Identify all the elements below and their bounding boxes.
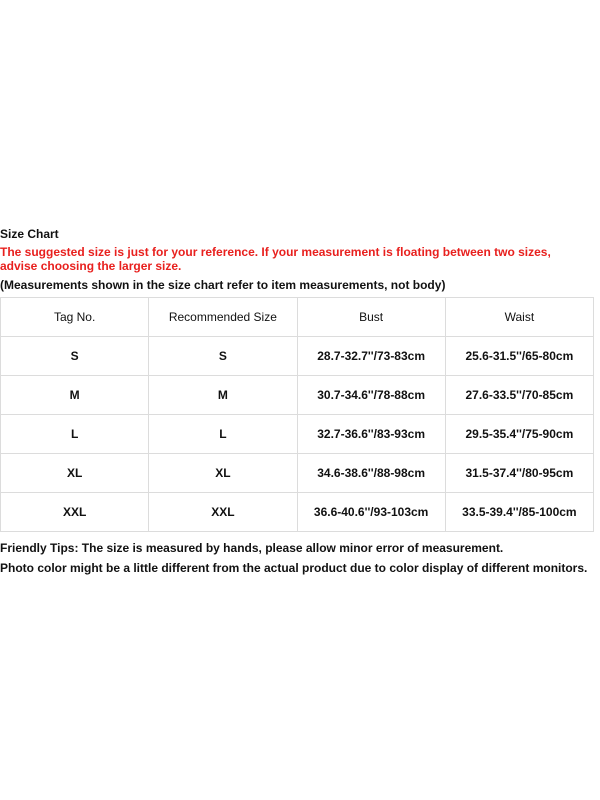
cell-bust: 36.6-40.6''/93-103cm — [297, 493, 445, 532]
cell-bust: 34.6-38.6''/88-98cm — [297, 454, 445, 493]
table-header-row — [1, 298, 594, 337]
cell-waist: 33.5-39.4''/85-100cm — [445, 493, 593, 532]
cell-recommended: M — [149, 376, 297, 415]
cell-recommended: XL — [149, 454, 297, 493]
cell-recommended: XXL — [149, 493, 297, 532]
header-bust: Bust — [297, 298, 445, 337]
size-chart-title: Size Chart — [0, 227, 59, 241]
cell-bust: 28.7-32.7''/73-83cm — [297, 337, 445, 376]
table-row — [1, 454, 594, 493]
cell-recommended: S — [149, 337, 297, 376]
cell-waist: 29.5-35.4''/75-90cm — [445, 415, 593, 454]
cell-waist: 25.6-31.5''/65-80cm — [445, 337, 593, 376]
cell-bust: 32.7-36.6''/83-93cm — [297, 415, 445, 454]
size-chart-document — [0, 227, 600, 578]
friendly-tips — [0, 538, 600, 578]
tip-color: Photo color might be a little different from the actual product due to color display of different monitors. — [0, 561, 588, 575]
size-advice-warning: The suggested size is just for your reference. If your measurement is floating between two sizes, advise choosing the larger size. — [0, 245, 551, 273]
table-row — [1, 337, 594, 376]
header-recommended-size: Recommended Size — [149, 298, 297, 337]
header-tag-no: Tag No. — [1, 298, 149, 337]
cell-tag: L — [1, 415, 149, 454]
cell-tag: XL — [1, 454, 149, 493]
cell-waist: 27.6-33.5''/70-85cm — [445, 376, 593, 415]
table-row — [1, 415, 594, 454]
cell-recommended: L — [149, 415, 297, 454]
tip-measurement: Friendly Tips: The size is measured by hands, please allow minor error of measurement. — [0, 541, 504, 555]
cell-tag: XXL — [1, 493, 149, 532]
cell-tag: M — [1, 376, 149, 415]
header-waist: Waist — [445, 298, 593, 337]
cell-bust: 30.7-34.6''/78-88cm — [297, 376, 445, 415]
cell-waist: 31.5-37.4''/80-95cm — [445, 454, 593, 493]
cell-tag: S — [1, 337, 149, 376]
measurement-note: (Measurements shown in the size chart refer to item measurements, not body) — [0, 278, 446, 292]
table-row — [1, 376, 594, 415]
size-table — [0, 297, 594, 532]
table-row — [1, 493, 594, 532]
